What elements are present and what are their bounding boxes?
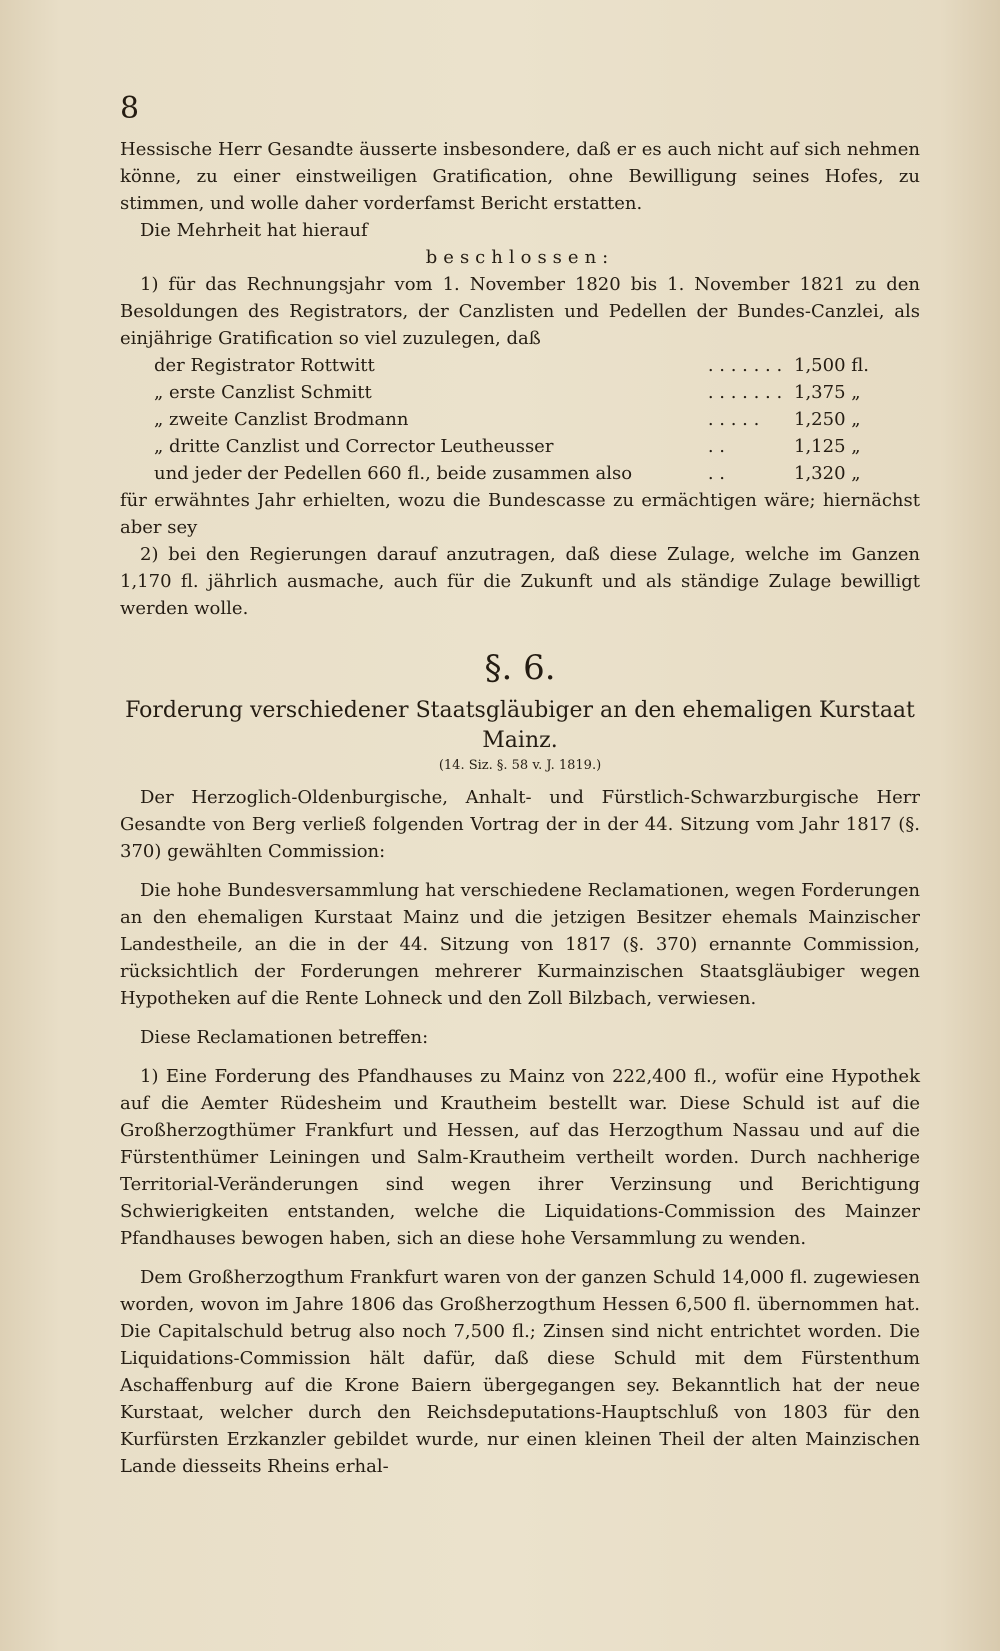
leader-dots: . . . . . . .: [707, 355, 783, 376]
body-paragraph: Diese Reclamationen betreffen:: [140, 1027, 429, 1048]
table-row: [154, 460, 894, 487]
salary-value: 1,250 „: [794, 409, 861, 430]
section-title: Forderung verschiedener Staatsgläubiger an den ehemaligen Kurstaat Mainz.: [125, 698, 915, 753]
resolution-item-2: 2) bei den Regierungen darauf anzutragen, daß diese Zulage, welche im Ganzen 1,170 fl. jährlich ausmache, auch für die Zukunft und als ständige Zulage bewilligt werden wolle.: [120, 544, 920, 619]
salary-value: 1,320 „: [794, 463, 861, 484]
resolution-item-1: 1) für das Rechnungsjahr vom 1. November 1820 bis 1. November 1821 zu den Besoldungen des Registrators, der Canzlisten und Pedellen der Bundes-Canzlei, als einjährige Gratification so viel zuzulegen, daß: [120, 274, 920, 349]
body-paragraph: Dem Großherzogthum Frankfurt waren von der ganzen Schuld 14,000 fl. zugewiesen worden, wovon im Jahre 1806 das Großherzogthum Hessen 6,500 fl. übernommen hat. Die Capitalschuld betrug also noch 7,500 fl.; Zinsen sind nicht entrichtet worden. Die Liquidations-Commission hält dafür, daß diese Schuld mit dem Fürstenthum Aschaffenburg auf die Krone Baiern übergegangen sey. Bekanntlich hat der neue Kurstaat, welcher durch den Reichsdeputations-Hauptschluß von 1803 für den Kurfürsten Erzkanzler gebildet wurde, nur einen kleinen Theil der alten Mainzischen Lande diesseits Rheins erhal-: [120, 1267, 920, 1477]
leader-dots: . . . . . . .: [707, 382, 783, 403]
salary-value: 1,500 fl.: [794, 355, 869, 376]
body-paragraph: Der Herzoglich-Oldenburgische, Anhalt- und Fürstlich-Schwarzburgische Herr Gesandte von Berg verließ folgenden Vortrag der in der 44. Sitzung vom Jahr 1817 (§. 370) gewählten Commission:: [120, 787, 920, 862]
salary-label: und jeder der Pedellen 660 fl., beide zusammen also: [154, 463, 633, 484]
leader-dots: . . . . .: [707, 409, 760, 430]
salary-table: [154, 352, 894, 487]
leader-dots: . .: [707, 463, 725, 484]
section-reference: (14. Siz. §. 58 v. J. 1819.): [438, 758, 602, 773]
resolved-heading: beschlossen:: [425, 247, 615, 268]
salary-label: der Registrator Rottwitt: [154, 355, 375, 376]
table-row: [154, 379, 894, 406]
page-content: [120, 92, 920, 1480]
body-paragraph: 1) Eine Forderung des Pfandhauses zu Mainz von 222,400 fl., wofür eine Hypothek auf die Aemter Rüdesheim und Krautheim bestellt war. Diese Schuld ist auf die Großherzogthümer Frankfurt und Hessen, auf das Herzogthum Nassau und auf die Fürstenthümer Leiningen und Salm-Krautheim vertheilt worden. Durch nachherige Territorial-Veränderungen sind wegen ihrer Verzinsung und Berichtigung Schwierigkeiten entstanden, welche die Liquidations-Commission des Mainzer Pfandhauses bewogen haben, sich an diese hohe Versammlung zu wenden.: [120, 1066, 920, 1249]
section-number: §. 6.: [484, 648, 556, 688]
salary-label: „ dritte Canzlist und Corrector Leutheusser: [154, 436, 554, 457]
salary-label: „ erste Canzlist Schmitt: [154, 382, 372, 403]
page-number: 8: [120, 91, 140, 126]
table-row: [154, 352, 894, 379]
after-table-paragraph: für erwähntes Jahr erhielten, wozu die Bundescasse zu ermächtigen wäre; hiernächst aber sey: [120, 490, 920, 538]
table-row: [154, 433, 894, 460]
salary-value: 1,125 „: [794, 436, 861, 457]
salary-value: 1,375 „: [794, 382, 861, 403]
leader-dots: . .: [707, 436, 725, 457]
salary-label: „ zweite Canzlist Brodmann: [154, 409, 409, 430]
majority-paragraph: Die Mehrheit hat hierauf: [140, 220, 368, 241]
body-paragraph: Die hohe Bundesversammlung hat verschiedene Reclamationen, wegen Forderungen an den ehemaligen Kurstaat Mainz und die jetzigen Besitzer ehemals Mainzischer Landestheile, an die in der 44. Sitzung von 1817 (§. 370) ernannte Commission, rücksichtlich der Forderungen mehrerer Kurmainzischen Staatsgläubiger wegen Hypotheken auf die Rente Lohneck und den Zoll Bilzbach, verwiesen.: [120, 880, 920, 1009]
intro-paragraph: Hessische Herr Gesandte äusserte insbesondere, daß er es auch nicht auf sich nehmen könne, zu einer einstweiligen Gratification, ohne Bewilligung seines Hofes, zu stimmen, und wolle daher vorderfamst Bericht erstatten.: [120, 139, 920, 214]
table-row: [154, 406, 894, 433]
